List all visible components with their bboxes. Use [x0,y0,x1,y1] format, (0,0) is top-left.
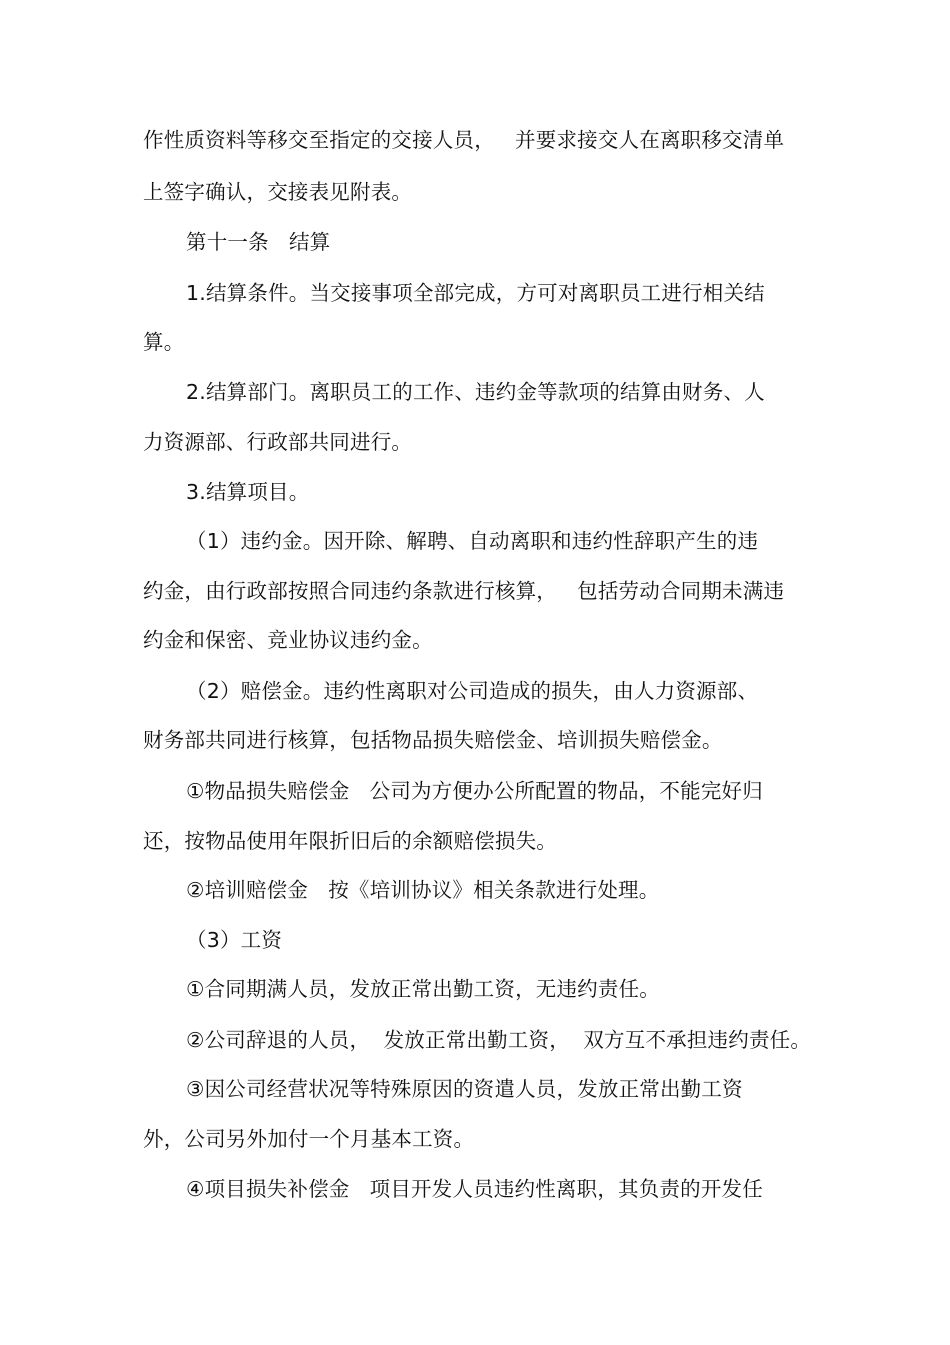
text-line: （3）工资 [186,928,283,952]
text-line: ③因公司经营状况等特殊原因的资遣人员，发放正常出勤工资 [186,1077,743,1101]
text-line: 作性质资料等移交至指定的交接人员， 并要求接交人在离职移交清单 [143,128,785,152]
text-line: ②公司辞退的人员， 发放正常出勤工资， 双方互不承担违约责任。 [186,1028,812,1052]
text-line: 力资源部、行政部共同进行。 [143,430,413,454]
text-line: 3.结算项目。 [186,480,310,504]
text-line: 2.结算部门。离职员工的工作、违约金等款项的结算由财务、人 [186,380,765,404]
text-line: 上签字确认，交接表见附表。 [143,180,413,204]
section-heading: 第十一条 结算 [186,230,331,254]
text-line: 算。 [143,330,185,354]
text-line: 1.结算条件。当交接事项全部完成，方可对离职员工进行相关结 [186,281,765,305]
text-line: ①合同期满人员，发放正常出勤工资，无违约责任。 [186,977,660,1001]
text-line: ④项目损失补偿金 项目开发人员违约性离职，其负责的开发任 [186,1177,763,1201]
text-line: 财务部共同进行核算，包括物品损失赔偿金、培训损失赔偿金。 [143,728,723,752]
text-line: 外，公司另外加付一个月基本工资。 [143,1127,475,1151]
text-line: （1）违约金。因开除、解聘、自动离职和违约性辞职产生的违 [186,529,759,553]
text-line: 约金，由行政部按照合同违约条款进行核算， 包括劳动合同期未满违 [143,579,785,603]
text-line: ②培训赔偿金 按《培训协议》相关条款进行处理。 [186,878,660,902]
text-line: ①物品损失赔偿金 公司为方便办公所配置的物品，不能完好归 [186,779,763,803]
text-line: 还，按物品使用年限折旧后的余额赔偿损失。 [143,829,557,853]
text-line: 约金和保密、竞业协议违约金。 [143,628,433,652]
text-line: （2）赔偿金。违约性离职对公司造成的损失，由人力资源部、 [186,679,759,703]
